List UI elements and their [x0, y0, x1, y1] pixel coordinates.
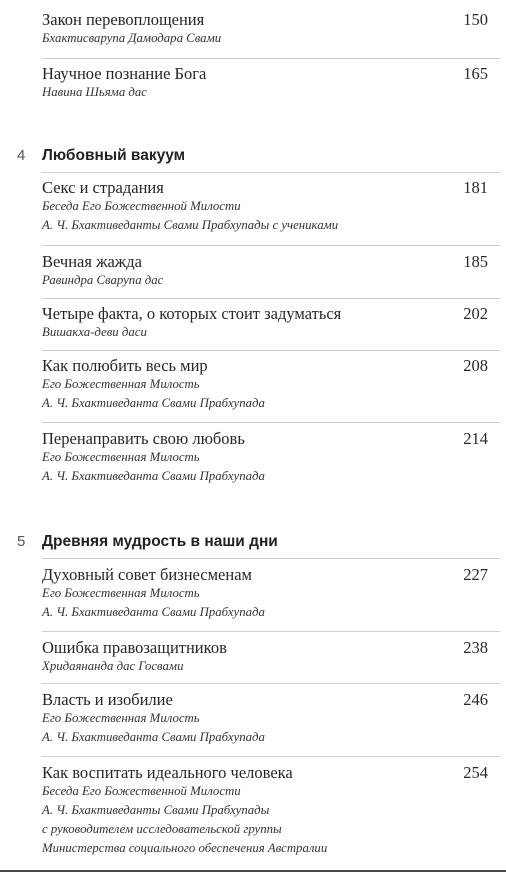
entry-page-number: 254 [463, 763, 488, 782]
entry-divider [42, 245, 500, 246]
entry-author: Навина Шьяма дас [42, 85, 147, 99]
entry-divider [42, 631, 500, 632]
section-number: 5 [17, 533, 26, 550]
entry-author: А. Ч. Бхактиведанты Свами Прабхупады [42, 803, 270, 817]
entry-page-number: 150 [463, 10, 488, 29]
section-heading [0, 145, 506, 167]
entry-page-number: 185 [463, 252, 488, 271]
toc-entry [42, 64, 500, 102]
entry-author: Его Божественная Милость [42, 711, 200, 725]
toc-entry [42, 10, 500, 48]
entry-author: А. Ч. Бхактиведанта Свами Прабхупада [42, 730, 265, 744]
entry-divider [42, 350, 500, 351]
entry-author: Хридаянанда дас Госвами [42, 659, 184, 673]
toc-entry [42, 429, 500, 486]
toc-entry [42, 304, 500, 342]
entry-title: Четыре факта, о которых стоит задуматься [42, 304, 342, 323]
entry-title: Как полюбить весь мир [42, 356, 208, 375]
entry-author: Его Божественная Милость [42, 377, 200, 391]
entry-divider [42, 756, 500, 757]
entry-page-number: 227 [463, 565, 488, 584]
section-title: Любовный вакуум [42, 147, 186, 164]
entry-author: Беседа Его Божественной Милости [42, 199, 241, 213]
toc-entry [42, 638, 500, 676]
entry-divider [42, 422, 500, 423]
entry-title: Перенаправить свою любовь [42, 429, 245, 448]
entry-author: Министерства социального обеспечения Австралии [42, 841, 328, 855]
section-divider [42, 172, 500, 173]
page-bottom-rule [0, 870, 506, 872]
entry-author: Его Божественная Милость [42, 450, 200, 464]
entry-title: Вечная жажда [42, 252, 142, 271]
entry-author: А. Ч. Бхактиведанта Свами Прабхупада [42, 605, 265, 619]
entry-author: Вишакха-деви даси [42, 325, 147, 339]
entry-author: Равиндра Сварупа дас [42, 273, 164, 287]
entry-author: с руководителем исследовательской группы [42, 822, 282, 836]
section-divider [42, 558, 500, 559]
entry-title: Духовный совет бизнесменам [42, 565, 252, 584]
entry-author: А. Ч. Бхактиведанты Свами Прабхупады с учениками [42, 218, 339, 232]
section-number: 4 [17, 147, 26, 164]
toc-entry [42, 356, 500, 413]
toc-entry [42, 690, 500, 747]
entry-title: Как воспитать идеального человека [42, 763, 293, 782]
toc-entry [42, 763, 500, 858]
entry-title: Власть и изобилие [42, 690, 173, 709]
section-heading [0, 531, 506, 553]
entry-author: А. Ч. Бхактиведанта Свами Прабхупада [42, 469, 265, 483]
toc-entry [42, 565, 500, 622]
entry-divider [42, 58, 500, 59]
entry-divider [42, 298, 500, 299]
entry-author: Бхактисварупа Дамодара Свами [42, 31, 222, 45]
entry-author: Его Божественная Милость [42, 586, 200, 600]
entry-title: Закон перевоплощения [42, 10, 205, 29]
entry-page-number: 165 [463, 64, 488, 83]
toc-entry [42, 252, 500, 290]
entry-page-number: 246 [463, 690, 488, 709]
entry-author: А. Ч. Бхактиведанта Свами Прабхупада [42, 396, 265, 410]
entry-divider [42, 683, 500, 684]
entry-title: Научное познание Бога [42, 64, 207, 83]
entry-title: Ошибка правозащитников [42, 638, 227, 657]
entry-title: Секс и страдания [42, 178, 164, 197]
toc-entry [42, 178, 500, 235]
entry-page-number: 238 [463, 638, 488, 657]
entry-page-number: 202 [463, 304, 488, 323]
entry-page-number: 181 [463, 178, 488, 197]
entry-author: Беседа Его Божественной Милости [42, 784, 241, 798]
entry-page-number: 208 [463, 356, 488, 375]
section-title: Древняя мудрость в наши дни [42, 533, 278, 550]
entry-page-number: 214 [463, 429, 488, 448]
